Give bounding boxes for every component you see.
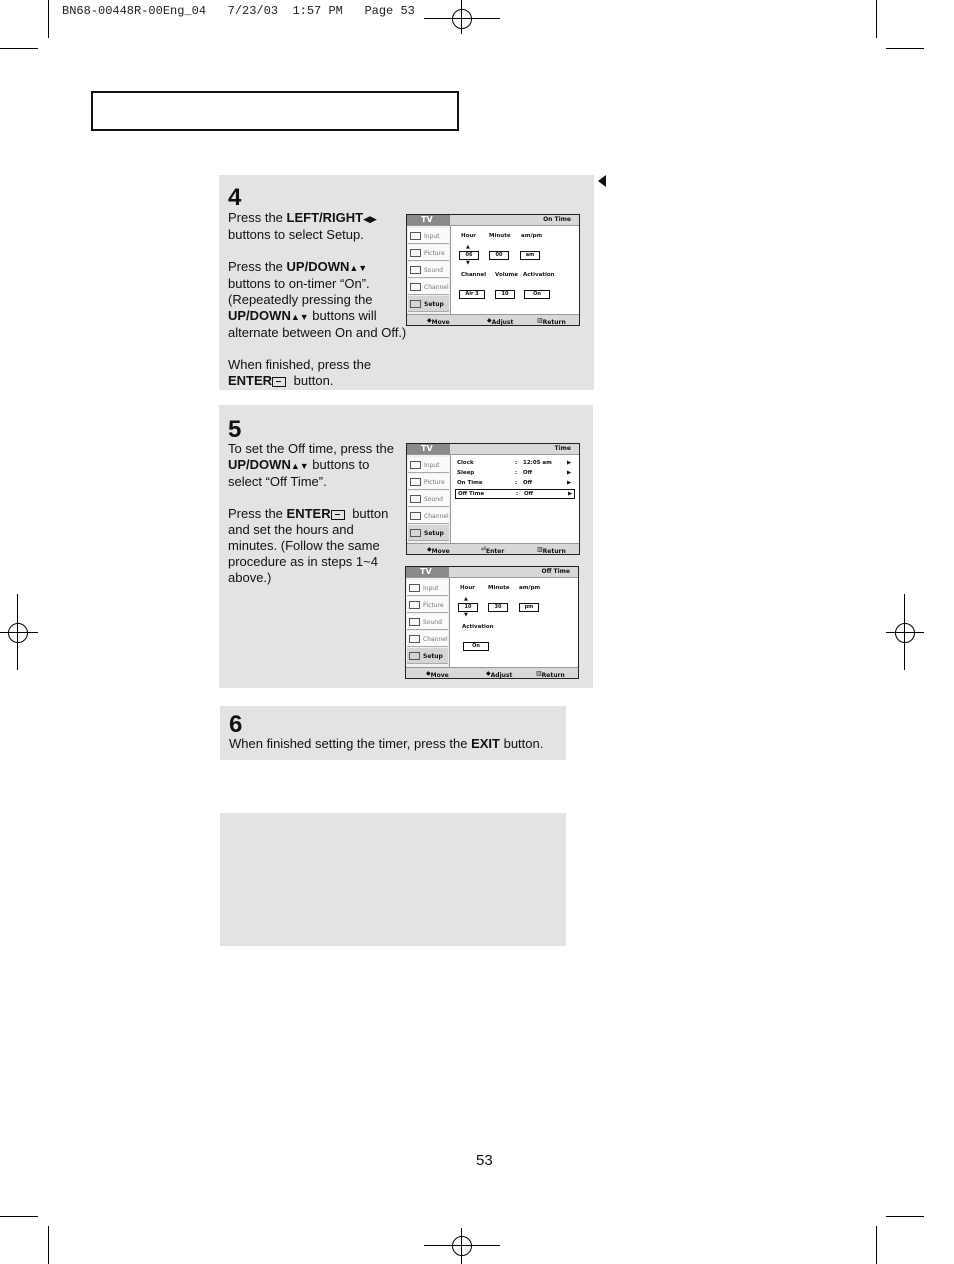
registration-mark-icon	[452, 1236, 472, 1256]
input-icon	[410, 461, 421, 469]
enter-icon	[331, 510, 345, 520]
up-down-arrow-icon: ▲▼	[290, 461, 309, 471]
speaker-icon	[409, 618, 420, 626]
enter-icon	[272, 377, 286, 387]
input-icon	[409, 584, 420, 592]
right-arrow-icon: ▶	[567, 480, 572, 486]
osd-time-screen	[406, 443, 580, 555]
osd-activation-value: On	[463, 642, 489, 651]
osd-menu-setup: Setup	[408, 296, 449, 312]
crop-mark	[876, 1226, 877, 1264]
osd-volume-label: Volume	[495, 272, 518, 278]
osd-on-time-screen	[406, 214, 580, 326]
step-6-text	[229, 736, 559, 752]
osd-hour-label: Hour	[461, 233, 477, 239]
osd-move-hint: ◆ Move	[427, 546, 450, 555]
osd-activation-value: On	[524, 290, 550, 299]
osd-hour-value: 06	[459, 251, 479, 260]
osd-minute-label: Minute	[488, 585, 510, 591]
crop-mark	[461, 0, 462, 34]
osd-return-hint: ▥ Return	[537, 317, 566, 326]
osd-bottom-bar	[407, 314, 579, 325]
osd-menu-input: Input	[408, 228, 449, 244]
step-4-paragraph-1: Press the LEFT/RIGHT◀▶ buttons to select Setup.	[228, 210, 377, 242]
osd-time-row: On Time : Off ▶	[457, 480, 572, 486]
osd-adjust-hint: ◆ Adjust	[486, 670, 513, 679]
osd-menu-input: Input	[408, 457, 449, 473]
osd-adjust-hint: ◆ Adjust	[487, 317, 514, 326]
registration-mark-icon	[895, 623, 915, 643]
speaker-icon	[410, 495, 421, 503]
osd-time-row-selected: Off Time : Off ▶	[455, 489, 575, 499]
osd-minute-value: 00	[489, 251, 509, 260]
right-arrow-icon: ▶	[568, 491, 573, 497]
osd-channel-label: Channel	[461, 272, 487, 278]
up-down-arrow-icon: ▲▼	[349, 263, 368, 273]
note-panel	[220, 813, 566, 946]
down-arrow-icon: ▼	[464, 612, 468, 618]
osd-tv-label: TV	[406, 567, 449, 577]
up-arrow-icon: ▲	[464, 596, 468, 602]
osd-return-hint: ▥ Return	[536, 670, 565, 679]
left-right-arrow-icon: ◀▶	[363, 214, 377, 224]
crop-mark	[876, 0, 877, 38]
picture-icon	[409, 601, 420, 609]
osd-ampm-value: am	[520, 251, 540, 260]
step-5-text	[228, 441, 400, 602]
osd-side-menu	[407, 455, 451, 543]
crop-mark	[0, 632, 38, 633]
setup-icon	[410, 529, 421, 537]
registration-mark-icon	[452, 9, 472, 29]
step-5-paragraph-1: To set the Off time, press the UP/DOWN▲▼ buttons to select “Off Time”.	[228, 441, 394, 489]
crop-mark	[0, 1216, 38, 1217]
section-title-box	[91, 91, 459, 131]
osd-menu-picture: Picture	[408, 474, 449, 490]
antenna-icon	[410, 283, 421, 291]
step-5-paragraph-2: Press the ENTER button and set the hours and minutes. (Follow the same procedure as in steps 1~4 above.)	[228, 506, 389, 585]
step-number: 4	[228, 184, 242, 211]
osd-volume-value: 10	[495, 290, 515, 299]
osd-move-hint: ◆ Move	[427, 317, 450, 326]
crop-mark	[461, 1228, 462, 1264]
osd-bottom-bar	[407, 543, 579, 554]
osd-activation-label: Activation	[462, 624, 494, 630]
step-4-text	[228, 210, 408, 405]
right-arrow-icon: ▶	[567, 460, 572, 466]
crop-mark	[48, 1226, 49, 1264]
step-4-panel	[219, 175, 594, 390]
osd-off-time-screen	[405, 566, 579, 679]
step-6-paragraph-1: When finished setting the timer, press the EXIT button.	[229, 736, 544, 751]
crop-mark	[886, 632, 924, 633]
up-arrow-icon: ▲	[466, 244, 470, 250]
osd-menu-input: Input	[407, 580, 448, 596]
osd-tv-label: TV	[407, 215, 450, 225]
antenna-icon	[410, 512, 421, 520]
speaker-icon	[410, 266, 421, 274]
osd-hour-label: Hour	[460, 585, 476, 591]
antenna-icon	[409, 635, 420, 643]
setup-icon	[410, 300, 421, 308]
down-arrow-icon: ▼	[466, 260, 470, 266]
osd-screen-title: Off Time	[541, 568, 570, 575]
osd-enter-hint: ⏎ Enter	[481, 546, 505, 555]
osd-menu-channel: Channel	[408, 279, 449, 295]
crop-mark	[0, 48, 38, 49]
osd-ampm-value: pm	[519, 603, 539, 612]
osd-menu-picture: Picture	[408, 245, 449, 261]
crop-mark	[886, 48, 924, 49]
right-arrow-icon: ▶	[567, 470, 572, 476]
osd-screen-title: On Time	[543, 216, 571, 223]
osd-ampm-label: am/pm	[521, 233, 543, 239]
step-number: 5	[228, 416, 242, 443]
osd-minute-value: 30	[488, 603, 508, 612]
crop-mark	[424, 1245, 500, 1246]
osd-menu-channel: Channel	[407, 631, 448, 647]
osd-menu-sound: Sound	[408, 262, 449, 278]
osd-hour-value: 10	[458, 603, 478, 612]
page-number: 53	[476, 1152, 493, 1169]
osd-menu-sound: Sound	[408, 491, 449, 507]
osd-menu-picture: Picture	[407, 597, 448, 613]
osd-menu-sound: Sound	[407, 614, 448, 630]
osd-activation-label: Activation	[523, 272, 555, 278]
input-icon	[410, 232, 421, 240]
osd-tv-label: TV	[407, 444, 450, 454]
osd-move-hint: ◆ Move	[426, 670, 449, 679]
step-4-paragraph-2: Press the UP/DOWN▲▼ buttons to on-timer “On”. (Repeatedly pressing the UP/DOWN▲▼ buttons will alternate between On and Off.)	[228, 259, 407, 340]
step-4-paragraph-3: When finished, press the ENTER button.	[228, 357, 372, 388]
osd-channel-value: Air 3	[459, 290, 485, 299]
picture-icon	[410, 249, 421, 257]
up-down-arrow-icon: ▲▼	[290, 312, 309, 322]
osd-bottom-bar	[406, 667, 578, 678]
osd-menu-channel: Channel	[408, 508, 449, 524]
osd-time-row: Clock : 12:05 am ▶	[457, 460, 572, 466]
osd-side-menu	[406, 578, 450, 667]
step-5-panel	[219, 405, 593, 688]
osd-menu-setup: Setup	[408, 525, 449, 541]
setup-icon	[409, 652, 420, 660]
osd-minute-label: Minute	[489, 233, 511, 239]
step-6-panel	[220, 706, 566, 760]
crop-mark	[48, 0, 49, 38]
print-slug: BN68-00448R-00Eng_04 7/23/03 1:57 PM Page 53	[62, 4, 415, 18]
osd-ampm-label: am/pm	[519, 585, 541, 591]
osd-side-menu	[407, 226, 451, 314]
osd-return-hint: ▥ Return	[537, 546, 566, 555]
crop-mark	[886, 1216, 924, 1217]
osd-menu-setup: Setup	[407, 648, 448, 664]
crop-mark	[424, 18, 500, 19]
osd-time-row: Sleep : Off ▶	[457, 470, 572, 476]
osd-screen-title: Time	[554, 445, 571, 452]
step-number: 6	[229, 711, 243, 738]
left-triangle-icon	[598, 175, 606, 187]
registration-mark-icon	[8, 623, 28, 643]
picture-icon	[410, 478, 421, 486]
